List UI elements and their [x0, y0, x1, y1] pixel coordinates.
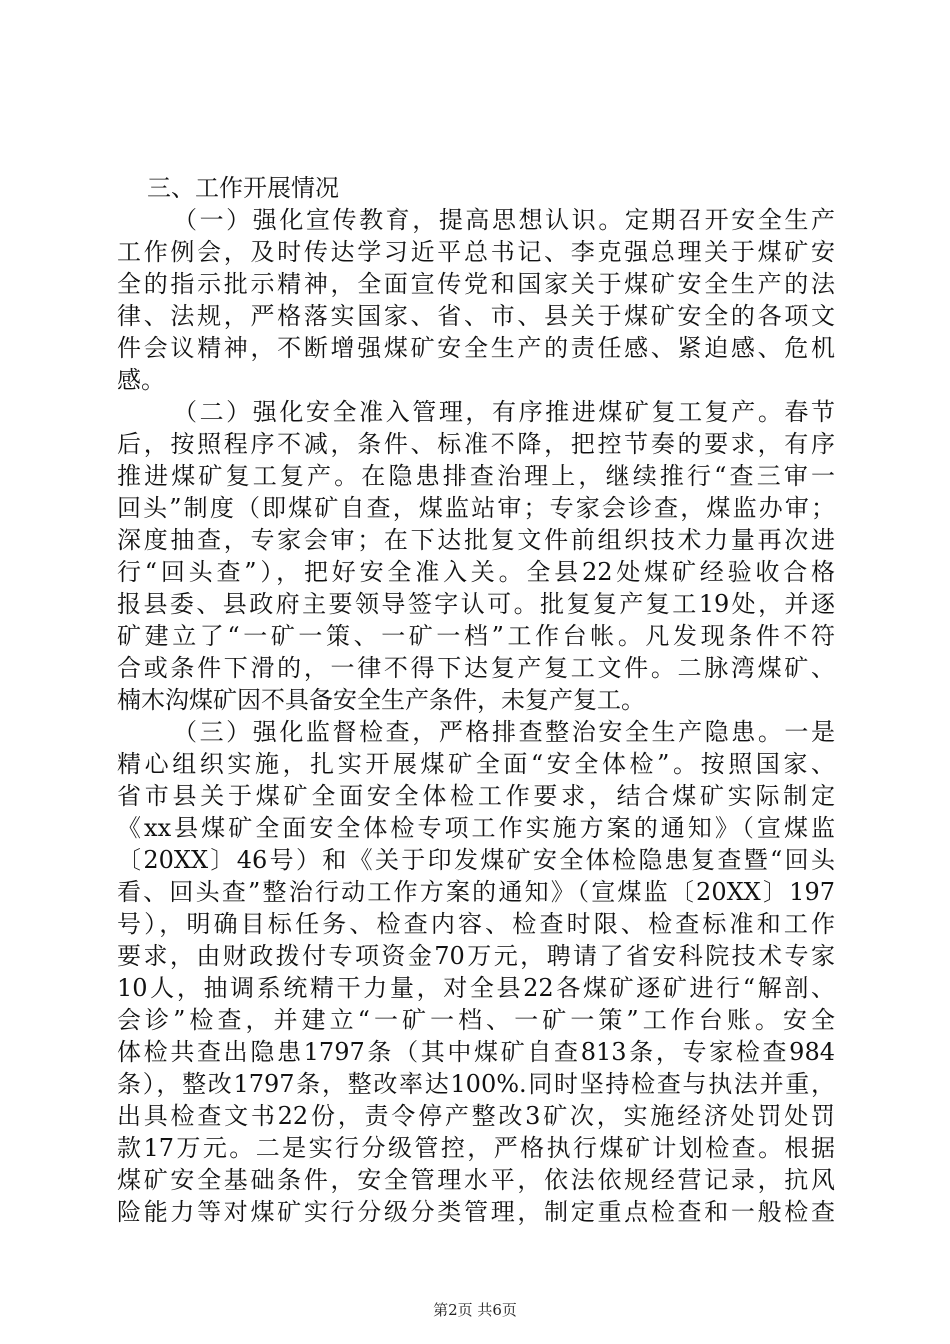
paragraph-line: 《xx县煤矿全面安全体检专项工作实施方案的通知》（宣煤监 — [117, 814, 835, 842]
section-heading: 三、工作开展情况 — [147, 174, 339, 202]
paragraph-line: （三）强化监督检查，严格排查整治安全生产隐患。一是 — [173, 718, 835, 746]
paragraph-line: 体检共查出隐患1797条（其中煤矿自查813条，专家检查984 — [117, 1038, 835, 1066]
paragraph-line: 款17万元。二是实行分级管控，严格执行煤矿计划检查。根据 — [117, 1134, 835, 1162]
paragraph-line: 律、法规，严格落实国家、省、市、县关于煤矿安全的各项文 — [117, 302, 835, 330]
paragraph-line: 楠木沟煤矿因不具备安全生产条件，未复产复工。 — [117, 686, 645, 714]
paragraph-line: 全的指示批示精神，全面宣传党和国家关于煤矿安全生产的法 — [117, 270, 835, 298]
paragraph-line: 报县委、县政府主要领导签字认可。批复复产复工19处，并逐 — [117, 590, 835, 618]
paragraph-line: 行“回头查”），把好安全准入关。全县22处煤矿经验收合格 — [117, 558, 835, 586]
paragraph-line: 看、回头查”整治行动工作方案的通知》（宣煤监〔20XX〕197 — [117, 878, 835, 906]
paragraph-3 — [117, 716, 835, 1228]
paragraph-line: 深度抽查，专家会审；在下达批复文件前组织技术力量再次进 — [117, 526, 835, 554]
paragraph-line: 险能力等对煤矿实行分级分类管理，制定重点检查和一般检查 — [117, 1198, 835, 1226]
paragraph-line: 会诊”检查，并建立“一矿一档、一矿一策”工作台账。安全 — [117, 1006, 835, 1034]
paragraph-line: 合或条件下滑的，一律不得下达复产复工文件。二脉湾煤矿、 — [117, 654, 835, 682]
document-body — [117, 172, 835, 1228]
paragraph-line: 条），整改1797条，整改率达100%.同时坚持检查与执法并重， — [117, 1070, 835, 1098]
paragraph-line: 工作例会，及时传达学习近平总书记、李克强总理关于煤矿安 — [117, 238, 835, 266]
paragraph-line: 回头”制度（即煤矿自查，煤监站审；专家会诊查，煤监办审； — [117, 494, 835, 522]
paragraph-line: 精心组织实施，扎实开展煤矿全面“安全体检”。按照国家、 — [117, 750, 835, 778]
paragraph-line: 号），明确目标任务、检查内容、检查时限、检查标准和工作 — [117, 910, 835, 938]
paragraph-line: （二）强化安全准入管理，有序推进煤矿复工复产。春节 — [173, 398, 835, 426]
paragraph-line: 推进煤矿复工复产。在隐患排查治理上，继续推行“查三审一 — [117, 462, 835, 490]
paragraph-line: 要求，由财政拨付专项资金70万元，聘请了省安科院技术专家 — [117, 942, 835, 970]
paragraph-line: 〔20XX〕46号）和《关于印发煤矿安全体检隐患复查暨“回头 — [117, 846, 835, 874]
paragraph-line: 矿建立了“一矿一策、一矿一档”工作台帐。凡发现条件不符 — [117, 622, 835, 650]
paragraph-line: 10人，抽调系统精干力量，对全县22各煤矿逐矿进行“解剖、 — [117, 974, 835, 1002]
paragraph-line: 感。 — [117, 366, 165, 394]
paragraph-line: （一）强化宣传教育，提高思想认识。定期召开安全生产 — [173, 206, 835, 234]
paragraph-2 — [117, 396, 835, 716]
paragraph-1 — [117, 204, 835, 396]
paragraph-line: 省市县关于煤矿全面安全体检工作要求，结合煤矿实际制定 — [117, 782, 835, 810]
paragraph-line: 件会议精神，不断增强煤矿安全生产的责任感、紧迫感、危机 — [117, 334, 835, 362]
page-footer: 第2页 共6页 — [433, 1301, 517, 1319]
paragraph-line: 煤矿安全基础条件，安全管理水平，依法依规经营记录，抗风 — [117, 1166, 835, 1194]
paragraph-line: 出具检查文书22份，责令停产整改3矿次，实施经济处罚处罚 — [117, 1102, 835, 1130]
paragraph-line: 后，按照程序不减，条件、标准不降，把控节奏的要求，有序 — [117, 430, 835, 458]
